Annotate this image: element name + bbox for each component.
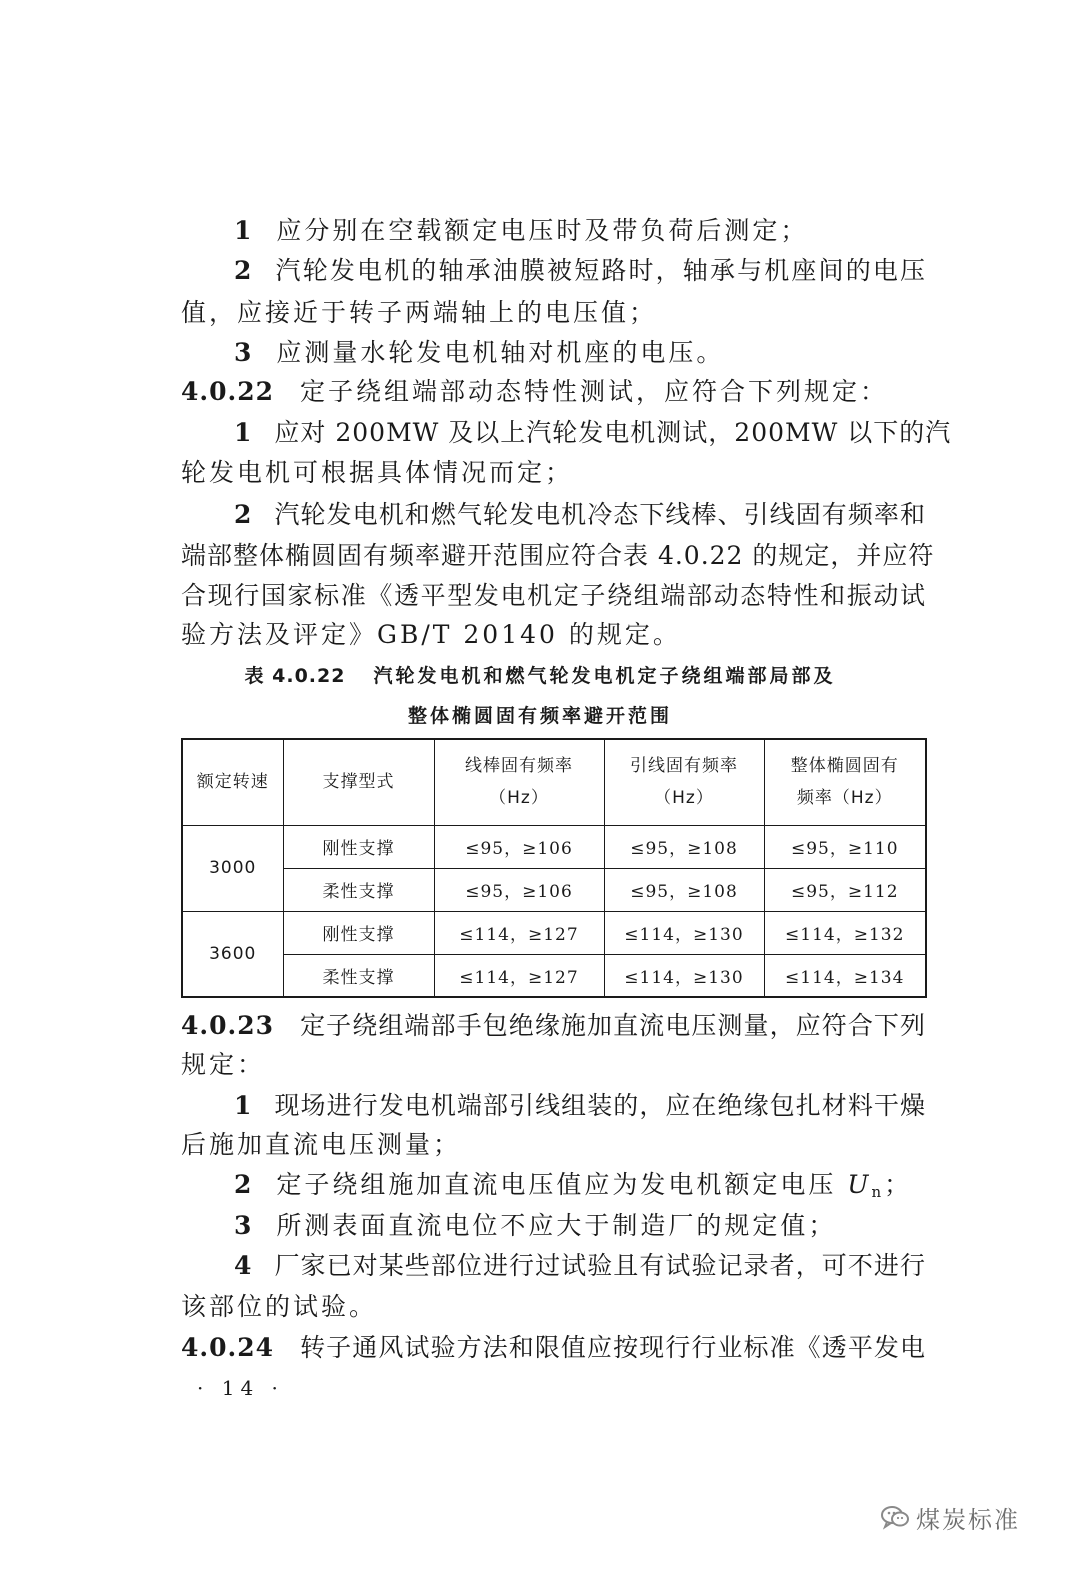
table-row bbox=[182, 825, 926, 868]
ellipse-frequency-cell: ≤114，≥134 bbox=[764, 954, 926, 997]
paragraph-line: 端部整体椭圆固有频率避开范围应符合表 4.0.22 的规定，并应符 bbox=[181, 541, 935, 570]
paragraph-line: 规定： bbox=[181, 1050, 266, 1079]
speed-cell: 3000 bbox=[182, 825, 283, 911]
list-item: 2 定子绕组施加直流电压值应为发电机额定电压 $U_n$； bbox=[234, 1170, 913, 1201]
watermark bbox=[880, 1497, 1020, 1537]
paragraph-line: 值，应接近于转子两端轴上的电压值； bbox=[181, 298, 658, 327]
frequency-table bbox=[181, 738, 927, 998]
support-cell: 刚性支撑 bbox=[283, 825, 434, 868]
paragraph-line: 合现行国家标准《透平型发电机定子绕组端部动态特性和振动试 bbox=[181, 581, 926, 610]
table-row bbox=[182, 954, 926, 997]
clause-heading: 4.0.23 定子绕组端部手包绝缘施加直流电压测量，应符合下列 bbox=[181, 1011, 926, 1040]
watermark-text: 煤炭标准 bbox=[916, 1505, 1020, 1534]
table-row bbox=[182, 868, 926, 911]
bar-frequency-cell: ≤95，≥106 bbox=[434, 825, 604, 868]
list-item: 2 汽轮发电机和燃气轮发电机冷态下线棒、引线固有频率和 bbox=[234, 500, 926, 529]
lead-frequency-cell: ≤95，≥108 bbox=[604, 825, 764, 868]
paragraph-line: 该部位的试验。 bbox=[181, 1292, 378, 1321]
bar-frequency-cell: ≤114，≥127 bbox=[434, 954, 604, 997]
paragraph-line: 验方法及评定》GB/T 20140 的规定。 bbox=[181, 620, 681, 649]
table-caption-line2: 整体椭圆固有频率避开范围 bbox=[407, 705, 672, 727]
list-item: 4 厂家已对某些部位进行过试验且有试验记录者，可不进行 bbox=[234, 1251, 926, 1280]
header-lead-frequency: 引线固有频率 （Hz） bbox=[604, 739, 764, 825]
lead-frequency-cell: ≤114，≥130 bbox=[604, 911, 764, 954]
list-item: 1 应对 200MW 及以上汽轮发电机测试，200MW 以下的汽 bbox=[234, 418, 952, 447]
table-caption: 表 4.0.22 汽轮发电机和燃气轮发电机定子绕组端部局部及 bbox=[244, 665, 836, 687]
list-item: 3 应测量水轮发电机轴对机座的电压。 bbox=[234, 338, 725, 367]
ellipse-frequency-cell: ≤114，≥132 bbox=[764, 911, 926, 954]
ellipse-frequency-cell: ≤95，≥112 bbox=[764, 868, 926, 911]
list-item: 1 应分别在空载额定电压时及带负荷后测定； bbox=[234, 216, 809, 245]
clause-heading: 4.0.24 转子通风试验方法和限值应按现行行业标准《透平发电 bbox=[181, 1333, 926, 1362]
bar-frequency-cell: ≤114，≥127 bbox=[434, 911, 604, 954]
speed-cell: 3600 bbox=[182, 911, 283, 997]
clause-heading: 4.0.22 定子绕组端部动态特性测试，应符合下列规定： bbox=[181, 377, 889, 406]
page-number: · 14 · bbox=[197, 1376, 284, 1400]
table-row bbox=[182, 911, 926, 954]
support-cell: 刚性支撑 bbox=[283, 911, 434, 954]
lead-frequency-cell: ≤114，≥130 bbox=[604, 954, 764, 997]
list-item: 1 现场进行发电机端部引线组装的，应在绝缘包扎材料干燥 bbox=[234, 1091, 926, 1120]
header-ellipse-frequency: 整体椭圆固有 频率（Hz） bbox=[764, 739, 926, 825]
paragraph-line: 轮发电机可根据具体情况而定； bbox=[181, 458, 574, 487]
paragraph-line: 后施加直流电压测量； bbox=[181, 1130, 462, 1159]
list-item: 3 所测表面直流电位不应大于制造厂的规定值； bbox=[234, 1211, 837, 1240]
ellipse-frequency-cell: ≤95，≥110 bbox=[764, 825, 926, 868]
header-speed: 额定转速 bbox=[182, 739, 283, 825]
lead-frequency-cell: ≤95，≥108 bbox=[604, 868, 764, 911]
header-support: 支撑型式 bbox=[283, 739, 434, 825]
table-header-row bbox=[182, 739, 926, 825]
list-item: 2 汽轮发电机的轴承油膜被短路时，轴承与机座间的电压 bbox=[234, 256, 926, 285]
bar-frequency-cell: ≤95，≥106 bbox=[434, 868, 604, 911]
header-bar-frequency: 线棒固有频率 （Hz） bbox=[434, 739, 604, 825]
support-cell: 柔性支撑 bbox=[283, 954, 434, 997]
wechat-icon bbox=[880, 1504, 910, 1530]
support-cell: 柔性支撑 bbox=[283, 868, 434, 911]
